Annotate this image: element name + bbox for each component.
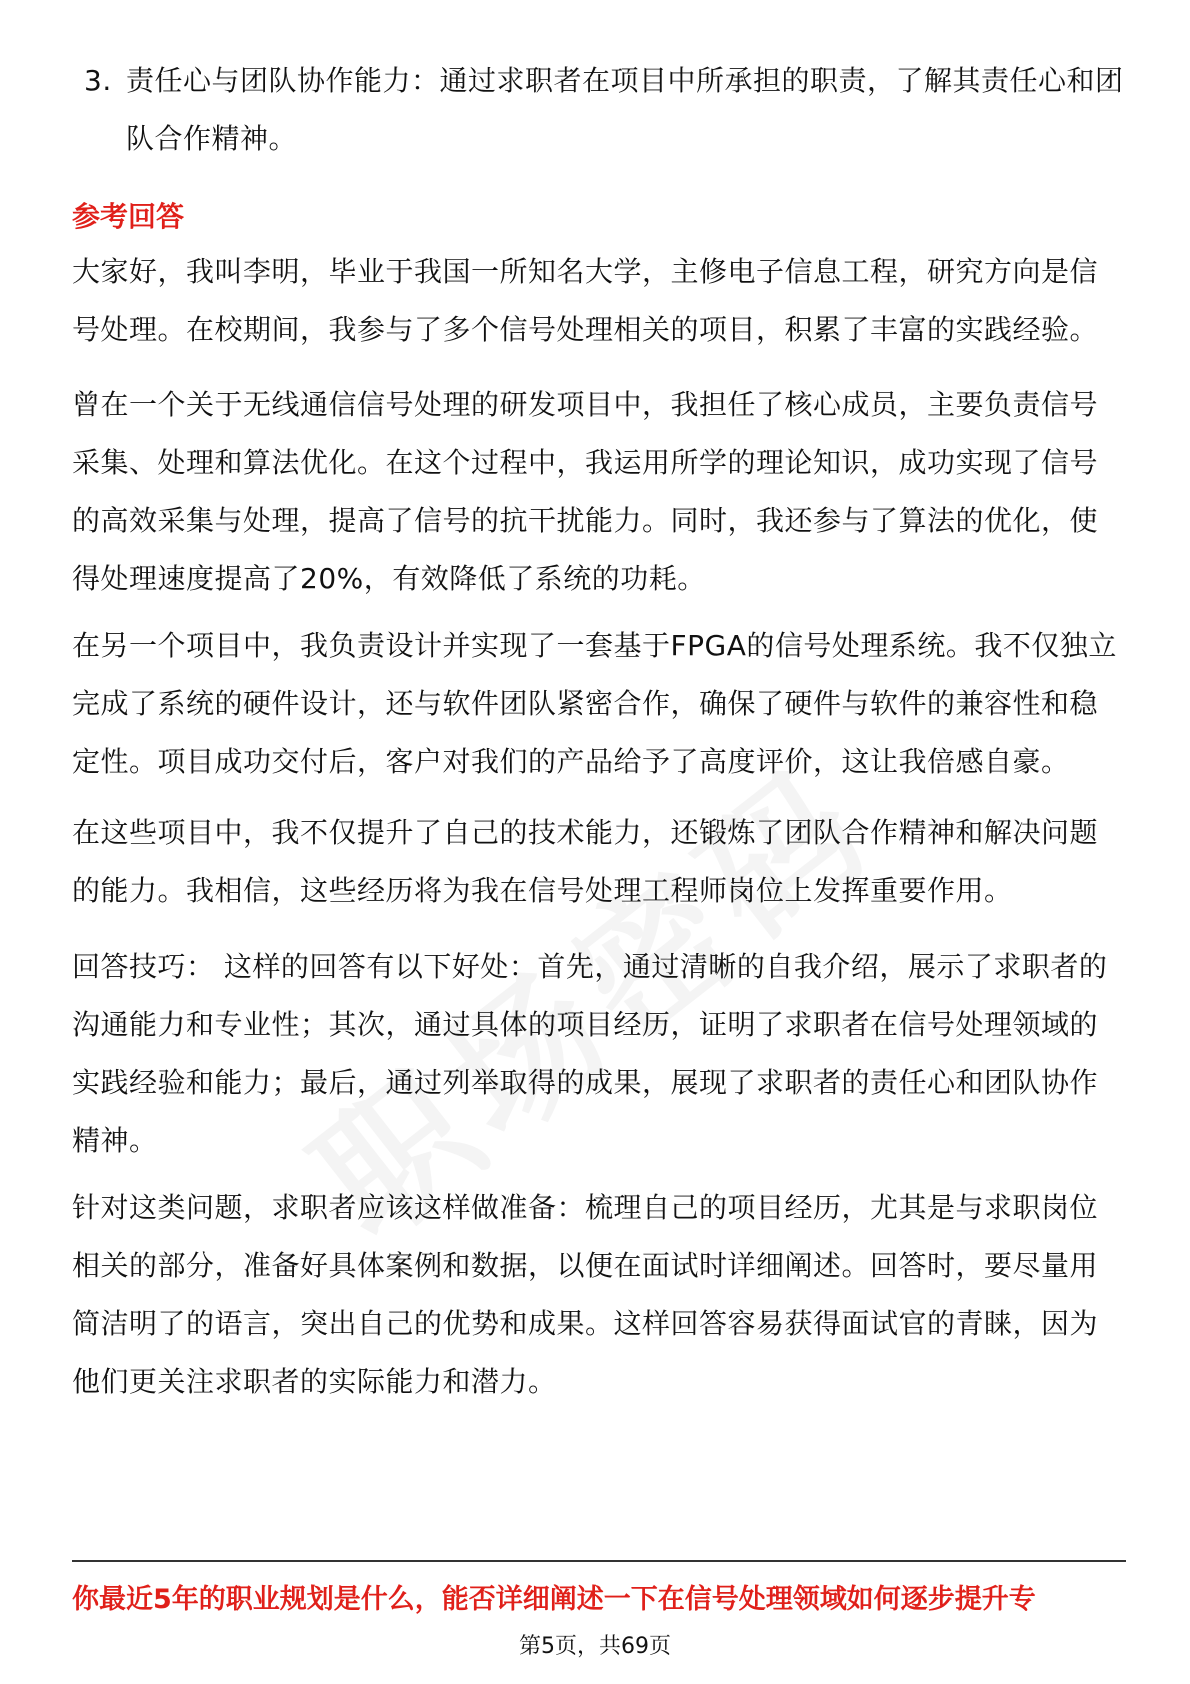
section-divider [72, 1560, 1126, 1562]
paragraph-project-wireless: 曾在一个关于无线通信信号处理的研发项目中，我担任了核心成员，主要负责信号采集、处理和算法优化。在这个过程中，我运用所学的理论知识，成功实现了信号的高效采集与处理，提高了信号的抗干扰能力。同时，我还参与了算法的优化，使得处理速度提高了20%，有效降低了系统的功耗。 [72, 388, 1099, 595]
list-item-text: 责任心与团队协作能力：通过求职者在项目中所承担的职责，了解其责任心和团队合作精神。 [126, 64, 1124, 155]
paragraph-summary: 在这些项目中，我不仅提升了自己的技术能力，还锻炼了团队合作精神和解决问题的能力。我相信，这些经历将为我在信号处理工程师岗位上发挥重要作用。 [72, 816, 1099, 907]
next-question-heading: 你最近5年的职业规划是什么，能否详细阐述一下在信号处理领域如何逐步提升专 [72, 1584, 1036, 1615]
page-number-footer: 第5页，共69页 [519, 1634, 671, 1659]
list-number: 3. [84, 64, 112, 97]
list-item [84, 52, 1124, 168]
reference-answer-heading: 参考回答 [72, 200, 185, 233]
paragraph-project-fpga: 在另一个项目中，我负责设计并实现了一套基于FPGA的信号处理系统。我不仅独立完成了系统的硬件设计，还与软件团队紧密合作，确保了硬件与软件的兼容性和稳定性。项目成功交付后，客户对我们的产品给予了高度评价，这让我倍感自豪。 [72, 629, 1117, 778]
paragraph-intro: 大家好，我叫李明，毕业于我国一所知名大学，主修电子信息工程，研究方向是信号处理。在校期间，我参与了多个信号处理相关的项目，积累了丰富的实践经验。 [72, 255, 1099, 346]
paragraph-tips: 回答技巧： 这样的回答有以下好处：首先，通过清晰的自我介绍，展示了求职者的沟通能力和专业性；其次，通过具体的项目经历，证明了求职者在信号处理领域的实践经验和能力；最后，通过列举取得的成果，展现了求职者的责任心和团队协作精神。 [72, 950, 1108, 1157]
paragraph-preparation: 针对这类问题，求职者应该这样做准备：梳理自己的项目经历，尤其是与求职岗位相关的部分，准备好具体案例和数据，以便在面试时详细阐述。回答时，要尽量用简洁明了的语言，突出自己的优势和成果。这样回答容易获得面试官的青睐，因为他们更关注求职者的实际能力和潜力。 [72, 1191, 1099, 1398]
